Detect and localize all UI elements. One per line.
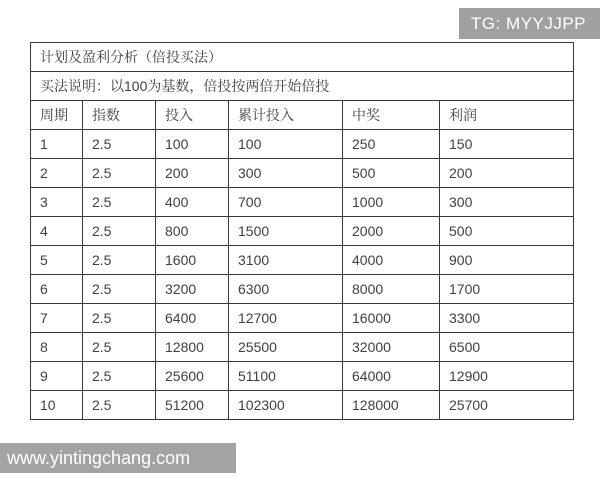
table-cell: 2 xyxy=(31,159,83,188)
table-cell: 2.5 xyxy=(83,130,156,159)
table-cell: 10 xyxy=(31,391,83,420)
table-row xyxy=(31,188,574,217)
table-cell: 2.5 xyxy=(83,362,156,391)
table-cell: 900 xyxy=(440,246,574,275)
table-title-row xyxy=(31,43,574,72)
table-cell: 25700 xyxy=(440,391,574,420)
table-cell: 4 xyxy=(31,217,83,246)
table-cell: 12900 xyxy=(440,362,574,391)
table-cell: 800 xyxy=(156,217,229,246)
column-header-profit: 利润 xyxy=(440,101,574,130)
table-cell: 2.5 xyxy=(83,217,156,246)
table-cell: 128000 xyxy=(343,391,440,420)
table-cell: 300 xyxy=(229,159,343,188)
table-cell: 64000 xyxy=(343,362,440,391)
table-row xyxy=(31,130,574,159)
table-cell: 3300 xyxy=(440,304,574,333)
table-cell: 2.5 xyxy=(83,333,156,362)
table-cell: 102300 xyxy=(229,391,343,420)
column-header-cumulative: 累计投入 xyxy=(229,101,343,130)
table-cell: 1000 xyxy=(343,188,440,217)
table-cell: 500 xyxy=(440,217,574,246)
table-cell: 700 xyxy=(229,188,343,217)
table-title: 计划及盈利分析（倍投买法） xyxy=(31,43,574,72)
table-row xyxy=(31,304,574,333)
table-cell: 6300 xyxy=(229,275,343,304)
table-row xyxy=(31,333,574,362)
table-cell: 1 xyxy=(31,130,83,159)
column-header-period: 周期 xyxy=(31,101,83,130)
table-cell: 3100 xyxy=(229,246,343,275)
column-header-index: 指数 xyxy=(83,101,156,130)
table-cell: 8000 xyxy=(343,275,440,304)
column-header-winning: 中奖 xyxy=(343,101,440,130)
table-cell: 25500 xyxy=(229,333,343,362)
table-cell: 150 xyxy=(440,130,574,159)
telegram-contact-badge: TG: MYYJJPP xyxy=(459,8,600,39)
website-watermark: www.yintingchang.com xyxy=(0,443,236,473)
table-cell: 6 xyxy=(31,275,83,304)
column-header-investment: 投入 xyxy=(156,101,229,130)
table-cell: 9 xyxy=(31,362,83,391)
table-cell: 200 xyxy=(156,159,229,188)
table-cell: 7 xyxy=(31,304,83,333)
table-cell: 6400 xyxy=(156,304,229,333)
table-row xyxy=(31,362,574,391)
table-cell: 1500 xyxy=(229,217,343,246)
table-row xyxy=(31,275,574,304)
table-cell: 8 xyxy=(31,333,83,362)
table-cell: 2000 xyxy=(343,217,440,246)
table-cell: 32000 xyxy=(343,333,440,362)
table-cell: 2.5 xyxy=(83,391,156,420)
table-cell: 2.5 xyxy=(83,188,156,217)
table-cell: 4000 xyxy=(343,246,440,275)
table-cell: 100 xyxy=(229,130,343,159)
table-row xyxy=(31,391,574,420)
table-row xyxy=(31,246,574,275)
table-cell: 300 xyxy=(440,188,574,217)
table-cell: 100 xyxy=(156,130,229,159)
table-cell: 200 xyxy=(440,159,574,188)
table-cell: 16000 xyxy=(343,304,440,333)
table-cell: 2.5 xyxy=(83,275,156,304)
table-cell: 12800 xyxy=(156,333,229,362)
table-cell: 1600 xyxy=(156,246,229,275)
table-cell: 400 xyxy=(156,188,229,217)
table-subtitle-row xyxy=(31,72,574,101)
table-cell: 250 xyxy=(343,130,440,159)
table-cell: 2.5 xyxy=(83,159,156,188)
table-cell: 500 xyxy=(343,159,440,188)
table-subtitle: 买法说明：以100为基数，倍投按两倍开始倍投 xyxy=(31,72,574,101)
table-cell: 51100 xyxy=(229,362,343,391)
table-cell: 5 xyxy=(31,246,83,275)
table-cell: 2.5 xyxy=(83,304,156,333)
table-cell: 51200 xyxy=(156,391,229,420)
betting-plan-table xyxy=(30,42,574,420)
table-header-row xyxy=(31,101,574,130)
table-cell: 2.5 xyxy=(83,246,156,275)
table-cell: 3200 xyxy=(156,275,229,304)
table-cell: 6500 xyxy=(440,333,574,362)
table-cell: 25600 xyxy=(156,362,229,391)
table-row xyxy=(31,159,574,188)
table-cell: 1700 xyxy=(440,275,574,304)
table-cell: 3 xyxy=(31,188,83,217)
table-cell: 12700 xyxy=(229,304,343,333)
table-row xyxy=(31,217,574,246)
